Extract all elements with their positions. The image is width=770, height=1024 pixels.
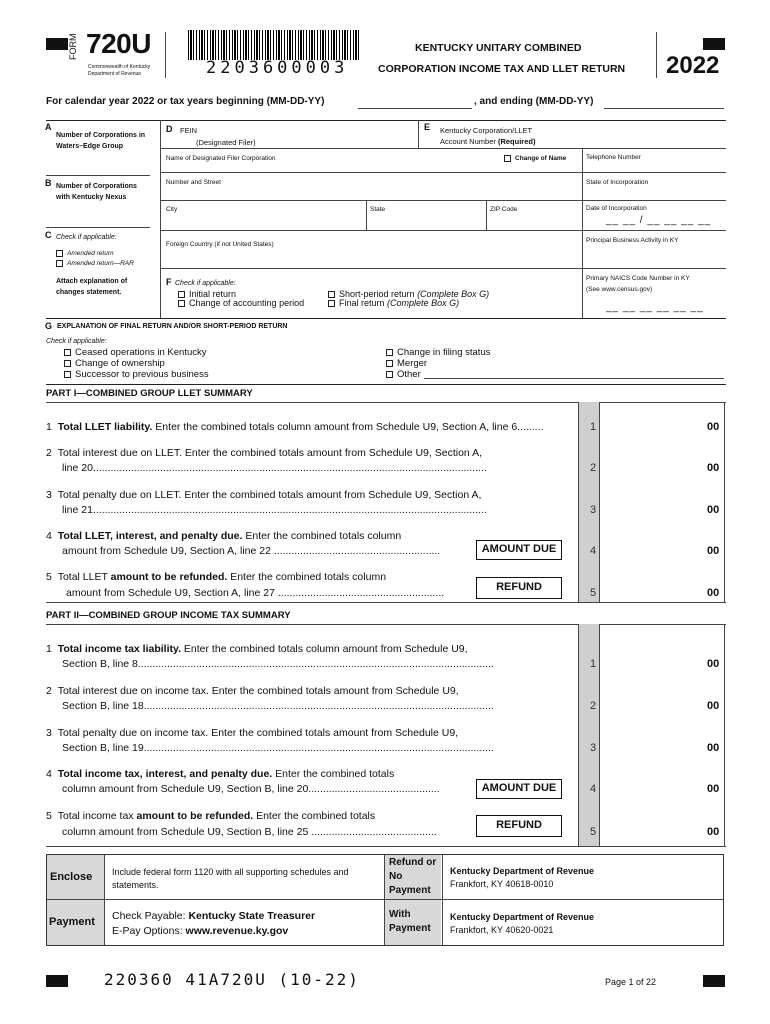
city-state-divider bbox=[366, 200, 367, 230]
payment-label: Payment bbox=[49, 916, 95, 928]
other-label: Other bbox=[397, 369, 421, 380]
p1-line2-box: 2 bbox=[590, 462, 597, 474]
box-b-label: Number of Corporations with Kentucky Nexus bbox=[56, 183, 137, 201]
state-zip-divider bbox=[486, 200, 487, 230]
p2-line5-post: Enter the combined totals bbox=[253, 810, 376, 822]
grid-right-divider bbox=[582, 148, 583, 318]
refund-addr2: Frankfort, KY 40618-0010 bbox=[450, 879, 554, 889]
change-of-name-label: Change of Name bbox=[515, 155, 567, 163]
p2-line1-box: 1 bbox=[590, 658, 597, 670]
dept-line1: Commonwealth of Kentucky bbox=[88, 64, 151, 70]
short-period-label: Short-period return bbox=[339, 289, 415, 299]
city-label: City bbox=[166, 206, 178, 213]
p2-line5-cents: 00 bbox=[707, 826, 720, 838]
state-inc-label: State of Incorporation bbox=[586, 179, 649, 186]
part1-amount-right bbox=[724, 402, 725, 602]
p2-line3-amount[interactable] bbox=[602, 726, 702, 762]
box-e-letter: E bbox=[424, 122, 431, 132]
box-b-field[interactable] bbox=[46, 227, 150, 228]
title-line1: KENTUCKY UNITARY COMBINED bbox=[415, 42, 582, 54]
p2-line3-cents: 00 bbox=[707, 742, 720, 754]
naics-see: (See www.census.gov) bbox=[586, 286, 653, 293]
check-payable-label: Check Payable: bbox=[112, 910, 189, 922]
p1-line2-amount[interactable] bbox=[602, 446, 702, 482]
p1-line3-num: 3 bbox=[46, 489, 52, 501]
principal-activity-label: Principal Business Activity in KY bbox=[586, 237, 679, 244]
date-inc-field[interactable]: __ __ / __ __ __ __ bbox=[606, 215, 712, 226]
page-number: Page 1 of 22 bbox=[605, 977, 657, 987]
fein-sublabel: (Designated Filer) bbox=[196, 138, 256, 147]
final-return-checkbox[interactable] bbox=[328, 300, 335, 307]
p1-line4-amount[interactable] bbox=[602, 529, 702, 565]
merger-option[interactable] bbox=[386, 358, 427, 369]
pay-addr1: Kentucky Department of Revenue bbox=[450, 912, 595, 922]
part2-bottom-rule bbox=[46, 846, 726, 847]
ceased-operations-option[interactable] bbox=[64, 347, 207, 358]
final-return-option[interactable] bbox=[328, 298, 459, 308]
other-checkbox[interactable] bbox=[386, 371, 393, 378]
p1-refund-button[interactable]: REFUND bbox=[476, 577, 562, 599]
grid-left-divider bbox=[160, 120, 161, 318]
amended-return-label: Amended return bbox=[67, 250, 114, 258]
p2-line5-num: 5 bbox=[46, 810, 52, 822]
box-a-label: Number of Corporations in Waters–Edge Group bbox=[56, 132, 146, 150]
date-inc-label: Date of Incorporation bbox=[586, 205, 647, 212]
change-filing-checkbox[interactable] bbox=[386, 349, 393, 356]
p2-line5-amount[interactable] bbox=[602, 809, 702, 843]
grid-top bbox=[46, 120, 726, 121]
p2-line2-box: 2 bbox=[590, 700, 597, 712]
successor-label: Successor to previous business bbox=[75, 369, 209, 380]
box-c-label: Check if applicable: bbox=[56, 234, 117, 241]
p2-line2-cont: Section B, line 18........................................................................................................................ bbox=[62, 700, 494, 712]
p2-amount-due-button[interactable]: AMOUNT DUE bbox=[476, 779, 562, 799]
merger-label: Merger bbox=[397, 358, 428, 369]
grid-row4 bbox=[160, 230, 726, 231]
refund-label: Refund or No Payment bbox=[389, 857, 437, 896]
filer-name-label: Name of Designated Filer Corporation bbox=[166, 155, 276, 162]
p2-line5 bbox=[46, 809, 375, 824]
p2-line1-num: 1 bbox=[46, 643, 52, 655]
p2-line4-box: 4 bbox=[590, 783, 597, 795]
p2-line3-num: 3 bbox=[46, 727, 52, 739]
p1-line4-bold: Total LLET, interest, and penalty due. bbox=[57, 530, 243, 542]
p2-refund-button[interactable]: REFUND bbox=[476, 815, 562, 837]
change-filing-label: Change in filing status bbox=[397, 347, 491, 358]
box-a-letter: A bbox=[45, 122, 52, 132]
successor-option[interactable] bbox=[64, 369, 209, 380]
change-of-name-option[interactable] bbox=[504, 155, 566, 162]
state-label: State bbox=[370, 206, 386, 213]
grid-de-divider bbox=[418, 120, 419, 148]
p2-line3 bbox=[46, 726, 458, 741]
amended-rar-option[interactable] bbox=[56, 260, 134, 267]
p1-line2-cont: line 20....................................................................................................................................... bbox=[62, 462, 487, 474]
p2-line5-cont: column amount from Schedule U9, Section B, line 25 ........................................... bbox=[62, 826, 437, 838]
period-begin-field[interactable] bbox=[358, 108, 472, 109]
attach-explanation: Attach explanation of changes statement. bbox=[56, 278, 128, 296]
part1-heading-rule bbox=[46, 402, 726, 403]
account-number-label: Account Number bbox=[440, 137, 496, 146]
short-period-note: (Complete Box G) bbox=[417, 289, 490, 299]
p1-line1-text: Enter the combined totals column amount from Schedule U9, Section A, line 6......... bbox=[152, 421, 544, 433]
tax-year: 2022 bbox=[666, 52, 720, 79]
box-f-letter: F bbox=[166, 277, 172, 287]
form-label: FORM bbox=[68, 33, 78, 60]
required-label: (Required) bbox=[497, 137, 536, 146]
p2-line1-amount[interactable] bbox=[602, 642, 702, 678]
p2-line3-cont: Section B, line 19........................................................................................................................ bbox=[62, 742, 494, 754]
p1-line5-amount[interactable] bbox=[602, 570, 702, 600]
ceased-operations-checkbox[interactable] bbox=[64, 349, 71, 356]
naics-label: Primary NAICS Code Number in KY bbox=[586, 275, 690, 282]
part2-amount-right bbox=[724, 624, 725, 846]
box-c-letter: C bbox=[45, 230, 52, 240]
p1-line4 bbox=[46, 529, 401, 544]
change-accounting-checkbox[interactable] bbox=[178, 300, 185, 307]
header-divider-1 bbox=[165, 32, 166, 78]
box-d-letter: D bbox=[166, 124, 173, 134]
p2-line4-cont: column amount from Schedule U9, Section B, line 20............................................. bbox=[62, 783, 440, 795]
box-g-letter: G bbox=[45, 321, 53, 331]
grid-row3 bbox=[160, 200, 726, 201]
footer-div3 bbox=[442, 854, 443, 946]
title-line2: CORPORATION INCOME TAX AND LLET RETURN bbox=[378, 63, 626, 75]
other-field[interactable] bbox=[424, 378, 724, 379]
p2-line1-cont: Section B, line 8.......................................................................................................................... bbox=[62, 658, 494, 670]
street-label: Number and Street bbox=[166, 179, 221, 186]
p1-line5-cont: amount from Schedule U9, Section A, line 27 ......................................................... bbox=[66, 587, 445, 599]
p1-line5-num: 5 bbox=[46, 571, 52, 583]
amended-rar-label: Amended return—RAR bbox=[67, 260, 134, 268]
barcode-number: 2203600003 bbox=[206, 58, 349, 78]
form-code: 220360 41A720U (10-22) bbox=[104, 970, 360, 989]
amended-return-checkbox[interactable] bbox=[56, 250, 63, 257]
successor-checkbox[interactable] bbox=[64, 371, 71, 378]
account-label: Kentucky Corporation/LLET bbox=[440, 126, 533, 135]
p2-line4-text: Enter the combined totals bbox=[272, 768, 395, 780]
p2-line3-box: 3 bbox=[590, 742, 597, 754]
refund-addr1: Kentucky Department of Revenue bbox=[450, 866, 595, 876]
change-ownership-option[interactable] bbox=[64, 358, 165, 369]
p2-line4-cents: 00 bbox=[707, 783, 720, 795]
p1-line1-cents: 00 bbox=[707, 421, 720, 433]
dept-line2: Department of Revenue bbox=[88, 71, 142, 77]
p1-line3 bbox=[46, 488, 481, 503]
ceased-operations-label: Ceased operations in Kentucky bbox=[75, 347, 207, 358]
change-ownership-label: Change of ownership bbox=[75, 358, 165, 369]
box-g-label: EXPLANATION OF FINAL RETURN AND/OR SHORT-PERIOD RETURN bbox=[57, 323, 288, 330]
amended-rar-checkbox[interactable] bbox=[56, 260, 63, 267]
p1-line2 bbox=[46, 446, 482, 461]
p2-line2-text: Total interest due on income tax. Enter the combined totals amount from Schedule U9, bbox=[57, 685, 459, 697]
p1-line1-amount[interactable] bbox=[602, 404, 702, 444]
fein-label: FEIN bbox=[180, 126, 198, 135]
naics-field[interactable]: __ __ __ __ __ __ bbox=[606, 302, 704, 313]
form-number: 720U bbox=[86, 28, 151, 59]
header-divider-2 bbox=[656, 32, 657, 78]
p1-line1 bbox=[46, 420, 543, 435]
change-ownership-checkbox[interactable] bbox=[64, 360, 71, 367]
epay-options bbox=[112, 925, 288, 937]
corner-mark-bottom-left bbox=[46, 975, 68, 987]
grid-row5 bbox=[160, 268, 726, 269]
p1-line5-pre: Total LLET bbox=[57, 571, 111, 583]
p1-line4-cont: amount from Schedule U9, Section A, line 22 ......................................................... bbox=[62, 545, 441, 557]
corner-mark-top-left bbox=[46, 38, 68, 50]
p1-line4-cents: 00 bbox=[707, 545, 720, 557]
box-a-field[interactable] bbox=[46, 175, 150, 176]
p2-line4-amount[interactable] bbox=[602, 767, 702, 803]
final-return-label: Final return bbox=[339, 298, 385, 308]
p1-line1-box: 1 bbox=[590, 421, 597, 433]
box-g-check: Check if applicable: bbox=[46, 338, 107, 345]
p1-line4-text: Enter the combined totals column bbox=[242, 530, 402, 542]
part1-bottom-rule bbox=[46, 602, 726, 603]
foreign-country-label: Foreign Country (if not United States) bbox=[166, 241, 274, 248]
p1-line3-box: 3 bbox=[590, 504, 597, 516]
p2-line4-num: 4 bbox=[46, 768, 52, 780]
grid-row2 bbox=[160, 172, 726, 173]
p1-line5-bold: amount to be refunded. bbox=[110, 571, 228, 583]
p1-line1-bold: Total LLET liability. bbox=[57, 421, 153, 433]
p1-line2-cents: 00 bbox=[707, 462, 720, 474]
account-sublabel bbox=[440, 137, 535, 146]
p2-line1 bbox=[46, 642, 468, 657]
check-payable-to: Kentucky State Treasurer bbox=[188, 910, 316, 922]
part1-number-column bbox=[578, 402, 600, 602]
part2-heading-rule bbox=[46, 624, 726, 625]
pay-addr2: Frankfort, KY 40620-0021 bbox=[450, 925, 554, 935]
change-of-name-checkbox[interactable] bbox=[504, 155, 511, 162]
part1-top-rule bbox=[46, 384, 726, 385]
barcode bbox=[188, 30, 360, 60]
period-ending-label: , and ending (MM-DD-YY) bbox=[474, 96, 594, 107]
amended-return-option[interactable] bbox=[56, 250, 114, 257]
grid-row1 bbox=[160, 148, 726, 149]
footer-div2 bbox=[384, 854, 385, 946]
final-return-note: (Complete Box G) bbox=[387, 298, 460, 308]
p1-line3-amount[interactable] bbox=[602, 488, 702, 524]
p1-line2-num: 2 bbox=[46, 447, 52, 459]
period-end-field[interactable] bbox=[604, 108, 724, 109]
check-payable bbox=[112, 910, 315, 922]
part2-number-column bbox=[578, 624, 600, 846]
p1-amount-due-button[interactable]: AMOUNT DUE bbox=[476, 540, 562, 560]
epay-label: E-Pay Options: bbox=[112, 925, 186, 937]
with-payment-label: With Payment bbox=[389, 909, 431, 934]
part1-heading: PART I—COMBINED GROUP LLET SUMMARY bbox=[46, 388, 253, 399]
merger-checkbox[interactable] bbox=[386, 360, 393, 367]
p1-line3-text: Total penalty due on LLET. Enter the combined totals amount from Schedule U9, Section A, bbox=[57, 489, 482, 501]
p1-line5-box: 5 bbox=[590, 587, 597, 599]
p2-line2-amount[interactable] bbox=[602, 684, 702, 720]
p2-line2-cents: 00 bbox=[707, 700, 720, 712]
p2-line5-box: 5 bbox=[590, 826, 597, 838]
p2-line2-num: 2 bbox=[46, 685, 52, 697]
p2-line1-bold: Total income tax liability. bbox=[57, 643, 181, 655]
p2-line1-text: Enter the combined totals column amount from Schedule U9, bbox=[181, 643, 468, 655]
p2-line2 bbox=[46, 684, 459, 699]
p1-line2-text: Total interest due on LLET. Enter the combined totals amount from Schedule U9, Section A, bbox=[57, 447, 483, 459]
part2-heading: PART II—COMBINED GROUP INCOME TAX SUMMARY bbox=[46, 610, 291, 621]
p2-line5-bold: amount to be refunded. bbox=[136, 810, 254, 822]
p2-line5-pre: Total income tax bbox=[57, 810, 137, 822]
p2-line3-text: Total penalty due on income tax. Enter the combined totals amount from Schedule U9, bbox=[57, 727, 459, 739]
change-accounting-option[interactable] bbox=[178, 298, 304, 308]
initial-return-label: Initial return bbox=[189, 289, 237, 299]
footer-div1 bbox=[104, 854, 105, 946]
p1-line5 bbox=[46, 570, 386, 585]
enclose-text: Include federal form 1120 with all supporting schedules and statements. bbox=[112, 867, 349, 890]
p1-line3-cont: line 21....................................................................................................................................... bbox=[62, 504, 487, 516]
change-filing-option[interactable] bbox=[386, 347, 490, 358]
corner-mark-bottom-right bbox=[703, 975, 725, 987]
enclose-label: Enclose bbox=[50, 871, 93, 883]
box-b-letter: B bbox=[45, 178, 52, 188]
p1-line3-cents: 00 bbox=[707, 504, 720, 516]
telephone-label: Telephone Number bbox=[586, 154, 641, 161]
p2-line4 bbox=[46, 767, 394, 782]
box-f-label: Check if applicable: bbox=[175, 280, 236, 287]
period-label: For calendar year 2022 or tax years beginning (MM-DD-YY) bbox=[46, 96, 325, 107]
p1-line5-post: Enter the combined totals column bbox=[227, 571, 387, 583]
grid-bottom bbox=[46, 318, 726, 319]
p1-line5-cents: 00 bbox=[707, 587, 720, 599]
p1-line1-num: 1 bbox=[46, 421, 52, 433]
other-option[interactable] bbox=[386, 369, 421, 380]
epay-link[interactable]: www.revenue.ky.gov bbox=[185, 925, 289, 937]
zip-label: ZIP Code bbox=[490, 206, 518, 213]
change-accounting-label: Change of accounting period bbox=[189, 298, 305, 308]
p2-line1-cents: 00 bbox=[707, 658, 720, 670]
p1-line4-num: 4 bbox=[46, 530, 52, 542]
p2-line4-bold: Total income tax, interest, and penalty due. bbox=[57, 768, 273, 780]
p1-line4-box: 4 bbox=[590, 545, 597, 557]
corner-mark-top-right bbox=[703, 38, 725, 50]
footer-mid-rule bbox=[46, 899, 724, 900]
